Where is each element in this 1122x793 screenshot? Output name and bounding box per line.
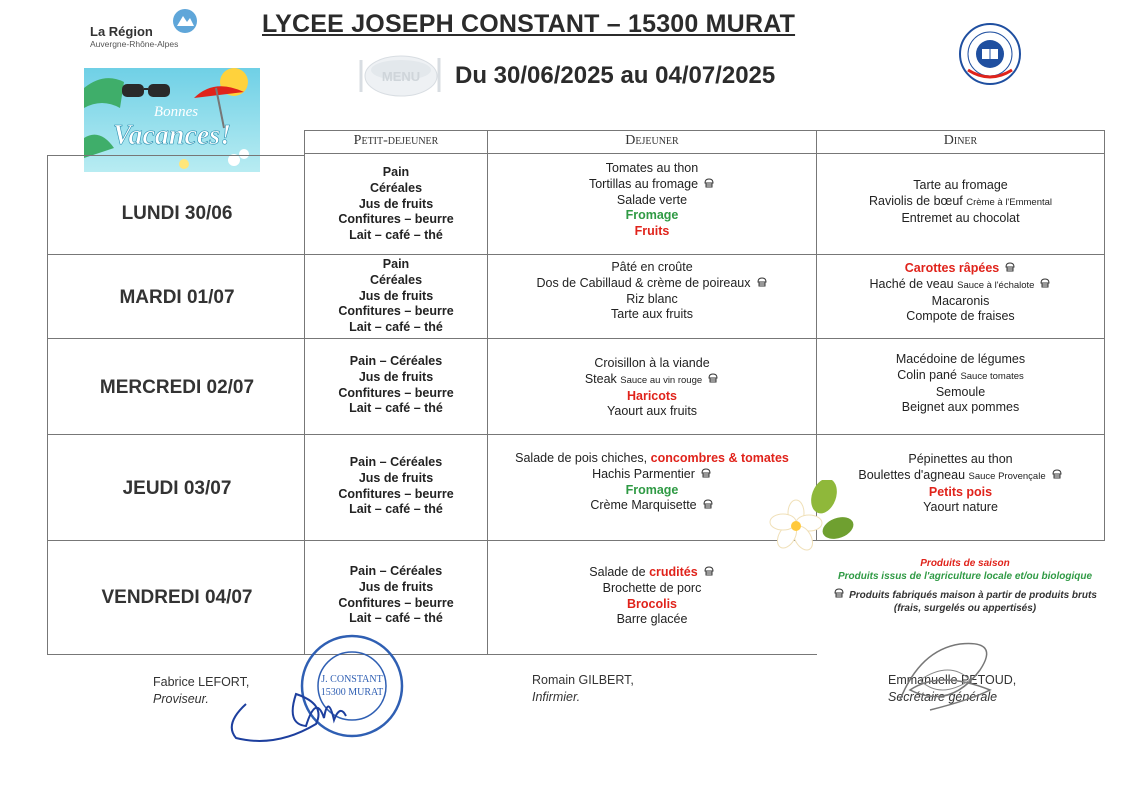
breakfast-cell-wednesday: [305, 354, 487, 417]
menu-item: Raviolis de bœuf Crème à l'Emmental: [868, 193, 1053, 208]
signatory-role: Secrétaire générale: [888, 690, 998, 704]
homemade-chef-hat-icon: [1039, 278, 1051, 289]
region-subtitle: Auvergne-Rhône-Alpes: [90, 39, 179, 49]
menu-item: Jus de fruits: [358, 470, 434, 485]
menu-item: Hachis Parmentier: [488, 467, 816, 483]
breakfast-cell-monday: [305, 165, 487, 244]
legend: [830, 558, 1100, 615]
menu-item: Confitures – beurre: [338, 486, 454, 501]
region-emblem-icon: [172, 8, 198, 34]
menu-item: Fromage: [625, 208, 679, 223]
menu-item: Pain – Céréales: [349, 354, 443, 368]
menu-item: Confitures – beurre: [338, 212, 454, 227]
handwritten-signature-proviseur: [216, 664, 366, 746]
homemade-chef-hat-icon: [1051, 469, 1063, 480]
lunch-cell-tuesday: [488, 260, 816, 323]
menu-item: Compote de fraises: [906, 309, 1015, 324]
legend-seasonal: Produits de saison: [920, 558, 1010, 569]
column-header-dinner: Diner: [943, 133, 978, 148]
menu-item: Tomates au thon: [605, 161, 699, 175]
menu-item: Lait – café – thé: [349, 401, 443, 416]
menu-item: Confitures – beurre: [338, 595, 454, 610]
homemade-chef-hat-icon: [756, 277, 768, 288]
day-label-wednesday: MERCREDI 02/07: [99, 377, 255, 398]
legend-local: Produits issus de l'agriculture locale et/ou biologique: [837, 570, 1093, 582]
homemade-chef-hat-icon: [703, 566, 715, 577]
menu-item: Macaronis: [931, 293, 990, 308]
menu-item: Crème Marquisette: [488, 498, 816, 514]
menu-item: Yaourt nature: [923, 500, 998, 515]
menu-item: Tarte aux fruits: [611, 307, 693, 322]
menu-item: Salade de pois chiches, concombres & tomates: [515, 451, 789, 465]
menu-item: Pain: [382, 257, 410, 271]
menu-plate-icon: [355, 48, 445, 100]
menu-item: Haricots: [626, 388, 678, 403]
menu-item: Brochette de porc: [602, 580, 702, 595]
menu-item: Barre glacée: [616, 612, 688, 627]
date-range: Du 30/06/2025 au 04/07/2025: [455, 62, 776, 89]
breakfast-cell-friday: [305, 564, 487, 627]
svg-text:J. CONSTANT: J. CONSTANT: [321, 674, 383, 685]
menu-item: Croisillon à la viande: [594, 356, 710, 370]
menu-item: Pépinettes au thon: [908, 452, 1013, 466]
header-divider: [304, 153, 1105, 154]
menu-item: Pain: [382, 165, 410, 179]
seal-badge-icon: [958, 22, 1022, 86]
lunch-cell-friday: [488, 565, 816, 628]
frangipani-flower-decoration: [760, 480, 860, 560]
menu-item: Pain – Céréales: [349, 564, 443, 578]
dinner-cell-thursday: [817, 452, 1104, 516]
dinner-cell-wednesday: [817, 352, 1104, 416]
menu-logo: [355, 48, 445, 100]
menu-item: Pâté en croûte: [611, 260, 693, 274]
dinner-cell-monday: [817, 178, 1104, 226]
day-label-tuesday: MARDI 01/07: [119, 287, 235, 308]
day-label-thursday: JEUDI 03/07: [122, 478, 232, 499]
table-left-border: [47, 155, 48, 655]
signatory-name: Romain GILBERT,: [532, 673, 634, 687]
signatory-role: Proviseur.: [153, 692, 209, 706]
table-top-border: [304, 130, 1105, 131]
menu-item: Fromage: [625, 482, 679, 497]
menu-item: Lait – café – thé: [349, 320, 443, 335]
menu-item: Jus de fruits: [358, 288, 434, 303]
signatory-name: Fabrice LEFORT,: [153, 675, 250, 689]
signatory-name: Emmanuelle PETOUD,: [888, 673, 1017, 687]
menu-item: Boulettes d'agneau Sauce Provençale: [817, 468, 1104, 485]
menu-item: Céréales: [369, 180, 423, 195]
row-divider-4: [47, 540, 1105, 541]
breakfast-cell-tuesday: [305, 257, 487, 336]
legend-homemade: Produits fabriqués maison à partir de produits bruts (frais, surgelés ou appertisés): [830, 588, 1100, 615]
day-column-top-border: [47, 155, 304, 156]
menu-item: Lait – café – thé: [349, 611, 443, 626]
menu-item: Lait – café – thé: [349, 502, 443, 517]
row-divider-3: [47, 434, 1105, 435]
menu-item: Tarte au fromage: [913, 178, 1008, 192]
region-name: La Région: [90, 24, 153, 39]
day-label-friday: VENDREDI 04/07: [101, 587, 253, 608]
lunch-cell-monday: [488, 161, 816, 240]
menu-item: Steak Sauce au vin rouge: [488, 372, 816, 389]
handwritten-signature-secretaire: [880, 630, 1020, 720]
lunch-cell-wednesday: [488, 356, 816, 420]
menu-item: Salade de crudités: [488, 565, 816, 581]
homemade-chef-hat-icon: [707, 373, 719, 384]
menu-item: Jus de fruits: [358, 579, 434, 594]
row-divider-1: [47, 254, 1105, 255]
table-bottom-border: [47, 654, 817, 655]
menu-item: Haché de veau Sauce à l'échalote: [817, 277, 1104, 294]
menu-item: Jus de fruits: [358, 369, 434, 384]
svg-text:Vacances!: Vacances!: [112, 120, 232, 151]
menu-item: Dos de Cabillaud & crème de poireaux: [488, 276, 816, 292]
table-right-border: [1104, 130, 1105, 541]
svg-text:MENU: MENU: [381, 69, 421, 84]
day-label-monday: LUNDI 30/06: [121, 203, 233, 224]
menu-item: Petits pois: [928, 484, 993, 499]
menu-item: Confitures – beurre: [338, 304, 454, 319]
region-logo: [90, 8, 210, 52]
menu-item: Brocolis: [626, 596, 677, 611]
svg-text:Bonnes: Bonnes: [153, 104, 199, 120]
flower-icon: [760, 480, 860, 560]
menu-item: Colin pané Sauce tomates: [897, 367, 1024, 382]
school-title: LYCEE JOSEPH CONSTANT – 15300 MURAT: [262, 10, 796, 38]
homemade-chef-hat-icon: [833, 588, 845, 599]
homemade-chef-hat-icon: [702, 499, 714, 510]
signature-scribble-icon: [216, 664, 366, 746]
menu-item: Salade verte: [616, 192, 688, 207]
menu-item: Céréales: [369, 272, 423, 287]
svg-text:15300 MURAT: 15300 MURAT: [320, 687, 384, 698]
column-header-breakfast: Petit-dejeuner: [353, 133, 439, 148]
menu-item: Lait – café – thé: [349, 228, 443, 243]
menu-item: Macédoine de légumes: [895, 352, 1026, 366]
breakfast-cell-thursday: [305, 455, 487, 518]
homemade-chef-hat-icon: [1004, 262, 1016, 273]
menu-item: Semoule: [935, 384, 986, 399]
menu-item: Yaourt aux fruits: [606, 404, 698, 419]
column-header-lunch: Dejeuner: [625, 133, 679, 148]
menu-item: Jus de fruits: [358, 196, 434, 211]
signature-infirmier: [532, 672, 634, 706]
homemade-chef-hat-icon: [700, 468, 712, 479]
menu-item: Entremet au chocolat: [901, 210, 1020, 225]
signature-scribble-icon: [880, 630, 1020, 720]
row-divider-2: [47, 338, 1105, 339]
menu-item: Confitures – beurre: [338, 385, 454, 400]
menu-item: Tortillas au fromage: [488, 177, 816, 193]
homemade-chef-hat-icon: [703, 178, 715, 189]
menu-item: Riz blanc: [626, 291, 678, 306]
menu-item: Carottes râpées: [817, 261, 1104, 277]
menu-item: Pain – Céréales: [349, 455, 443, 469]
menu-item: Fruits: [634, 224, 670, 239]
menu-item: Beignet aux pommes: [901, 400, 1020, 415]
charter-seal: [958, 22, 1022, 86]
dinner-cell-tuesday: [817, 261, 1104, 325]
signatory-role: Infirmier.: [532, 690, 581, 704]
